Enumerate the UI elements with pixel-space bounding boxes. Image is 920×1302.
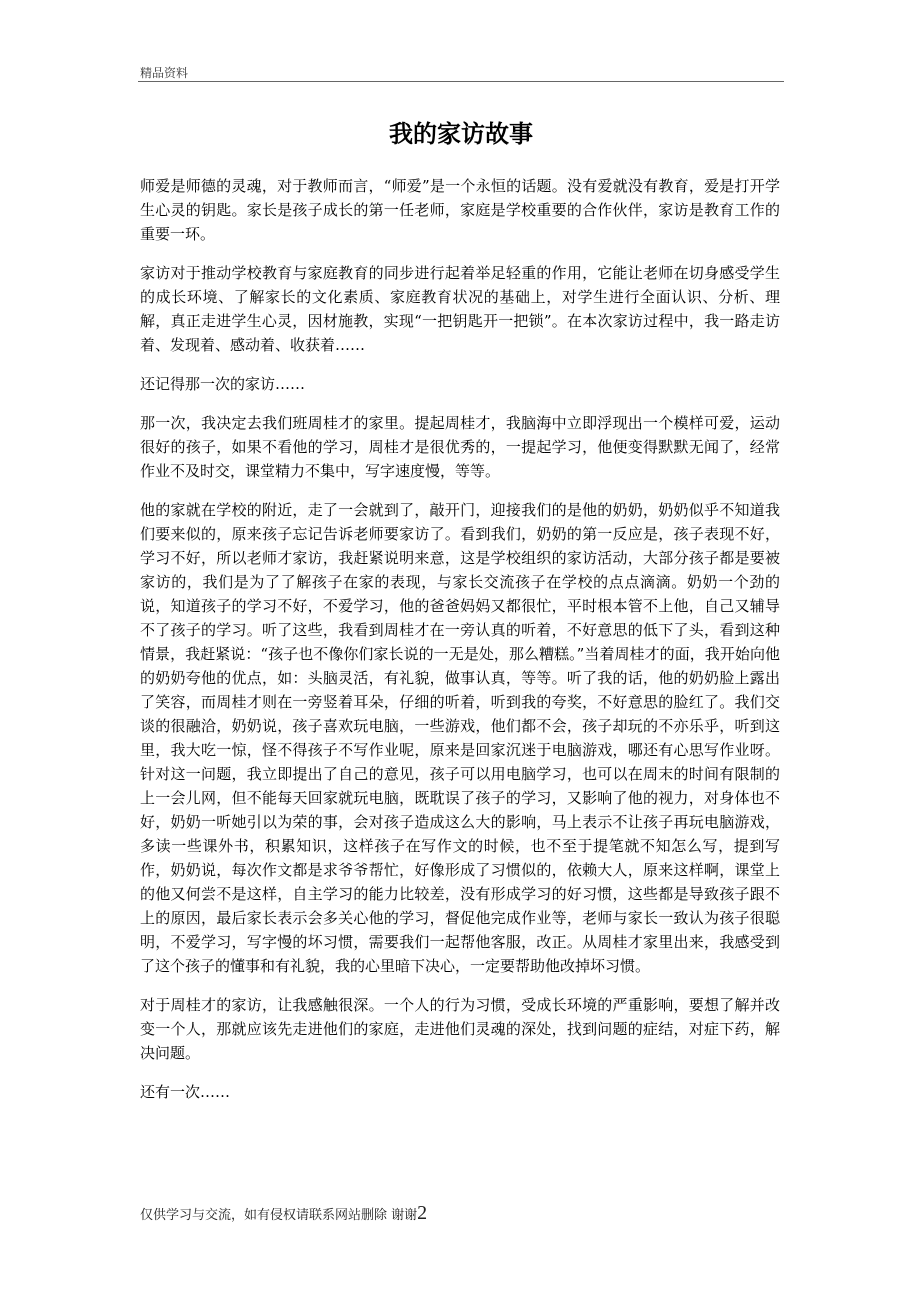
paragraph: 对于周桂才的家访，让我感触很深。一个人的行为习惯，受成长环境的严重影响，要想了解并改变一个人，那就应该先走进他们的家庭，走进他们灵魂的深处，找到问题的症结，对症下药，解决问题。	[140, 996, 780, 1062]
paragraph: 家访对于推动学校教育与家庭教育的同步进行起着举足轻重的作用，它能让老师在切身感受学生的成长环境、了解家长的文化素质、家庭教育状况的基础上，对学生进行全面认识、分析、理解，真正走进学生心灵，因材施教，实现“一把钥匙开一把锁”。在本次家访过程中，我一路走访着、发现着、感动着、收获着……	[140, 264, 780, 354]
paragraph: 那一次，我决定去我们班周桂才的家里。提起周桂才，我脑海中立即浮现出一个模样可爱，运动很好的孩子，如果不看他的学习，周桂才是很优秀的，一提起学习，他便变得默默无闻了，经常作业不及时交，课堂精力不集中，写字速度慢，等等。	[140, 414, 780, 480]
header-divider	[138, 81, 784, 82]
paragraph: 还记得那一次的家访……	[140, 375, 306, 393]
page-footer	[140, 1202, 427, 1225]
page-title: 我的家访故事	[389, 119, 533, 148]
paragraph: 师爱是师德的灵魂，对于教师而言，“师爱”是一个永恒的话题。没有爱就没有教育，爱是打开学生心灵的钥匙。家长是孩子成长的第一任老师，家庭是学校重要的合作伙伴，家访是教育工作的重要一环。	[140, 177, 780, 243]
footer-text: 仅供学习与交流，如有侵权请联系网站删除 谢谢	[140, 1208, 418, 1223]
document-body	[140, 174, 780, 1119]
paragraph: 他的家就在学校的附近，走了一会就到了，敲开门，迎接我们的是他的奶奶，奶奶似乎不知道我们要来似的，原来孩子忘记告诉老师要家访了。看到我们，奶奶的第一反应是，孩子表现不好，学习不好，所以老师才家访，我赶紧说明来意，这是学校组织的家访活动，大部分孩子都是要被家访的，我们是为了了解孩子在家的表现，与家长交流孩子在学校的点点滴滴。奶奶一个劲的说，知道孩子的学习不好，不爱学习，他的爸爸妈妈又都很忙，平时根本管不上他，自己又辅导不了孩子的学习。听了这些，我看到周桂才在一旁认真的听着，不好意思的低下了头，看到这种情景，我赶紧说：“孩子也不像你们家长说的一无是处，那么糟糕。”当着周桂才的面，我开始向他的奶奶夸他的优点，如：头脑灵活，有礼貌，做事认真，等等。听了我的话，他的奶奶脸上露出了笑容，而周桂才则在一旁竖着耳朵，仔细的听着，听到我的夸奖，不好意思的脸红了。我们交谈的很融洽，奶奶说，孩子喜欢玩电脑，一些游戏，他们都不会，孩子却玩的不亦乐乎，听到这里，我大吃一惊，怪不得孩子不写作业呢，原来是回家沉迷于电脑游戏，哪还有心思写作业呀。针对这一问题，我立即提出了自己的意见，孩子可以用电脑学习，也可以在周末的时间有限制的上一会儿网，但不能每天回家就玩电脑，既耽误了孩子的学习，又影响了他的视力，对身体也不好，奶奶一听她引以为荣的事，会对孩子造成这么大的影响，马上表示不让孩子再玩电脑游戏，多读一些课外书，积累知识，这样孩子在写作文的时候，也不至于提笔就不知怎么写，提到写作，奶奶说，每次作文都是求爷爷帮忙，好像形成了习惯似的，依赖大人，原来这样啊，课堂上的他又何尝不是这样，自主学习的能力比较差，没有形成学习的好习惯，这些都是导致孩子跟不上的原因，最后家长表示会多关心他的学习，督促他完成作业等，老师与家长一致认为孩子很聪明，不爱学习，写字慢的坏习惯，需要我们一起帮他客服，改正。从周桂才家里出来，我感受到了这个孩子的懂事和有礼貌，我的心里暗下决心，一定要帮助他改掉坏习惯。	[140, 501, 780, 975]
header-label: 精品资料	[140, 66, 189, 80]
page-number: 2	[417, 1202, 428, 1224]
paragraph: 还有一次……	[140, 1083, 231, 1101]
